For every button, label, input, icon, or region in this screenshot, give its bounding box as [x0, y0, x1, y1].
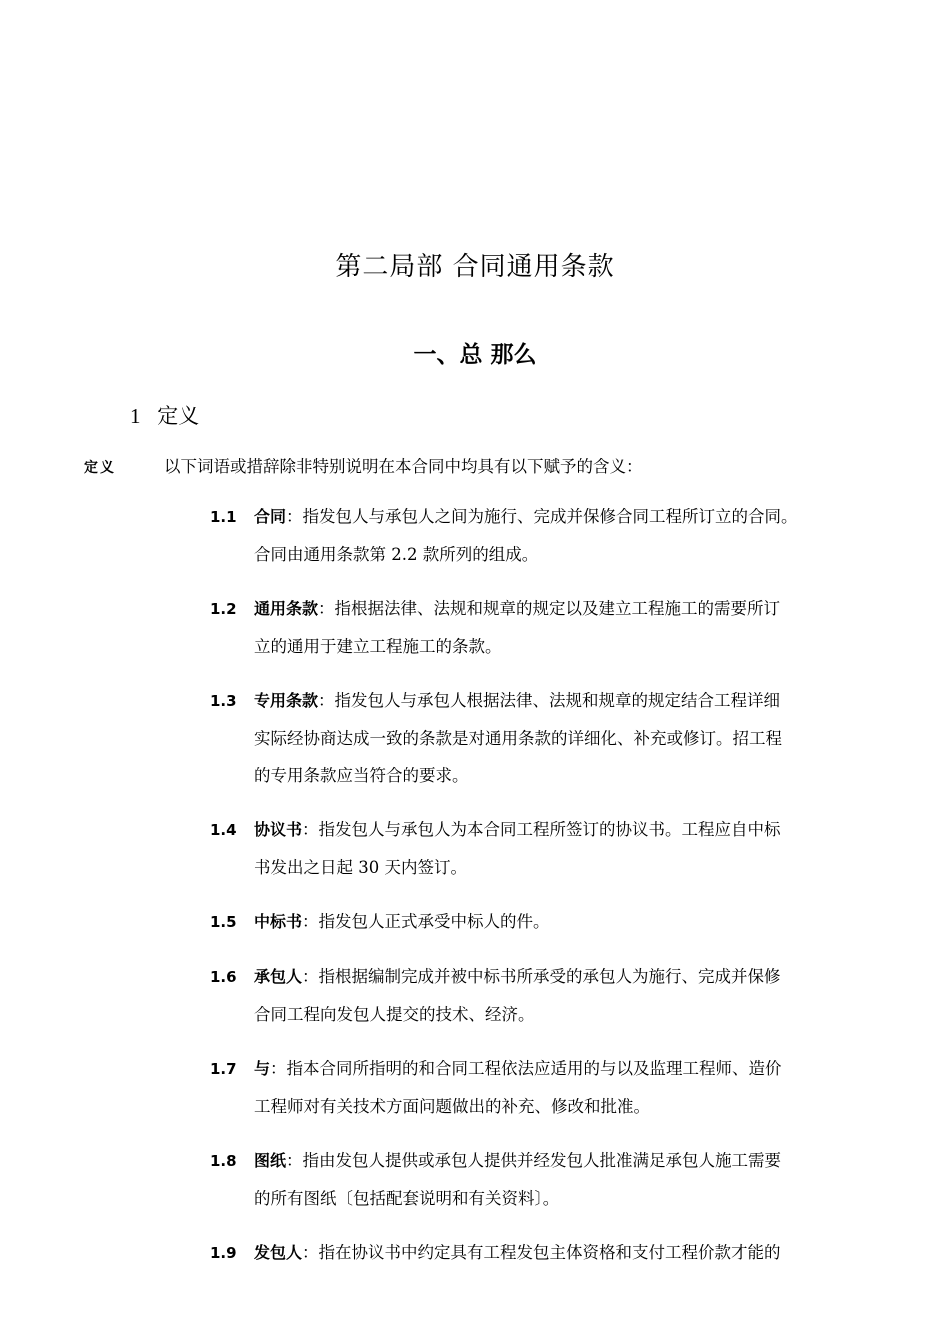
- clause-term: 通用条款: [254, 599, 319, 618]
- clause-item: [210, 1050, 875, 1125]
- clause-item: [210, 903, 875, 941]
- section-title: 一、总 那么: [413, 342, 537, 368]
- clause-continuation: 合同由通用条款第 2.2 款所列的组成。: [254, 545, 539, 564]
- clause-first-line: [210, 590, 875, 628]
- subsection-title: 定义: [157, 404, 200, 428]
- clause-first-line: [210, 1234, 875, 1272]
- clause-item: [210, 1142, 875, 1217]
- clause-number: 1.9: [210, 1244, 237, 1262]
- clause-first-line: [210, 811, 875, 849]
- clause-term: 协议书: [254, 820, 303, 839]
- clause-continuation: 的专用条款应当符合的要求。: [254, 766, 469, 785]
- clause-first-line: [210, 903, 875, 941]
- clause-continuation: 合同工程向发包人提交的技术、经济。: [254, 1005, 535, 1024]
- clause-text: ：指由发包人提供或承包人提供并经发包人批准满足承包人施工需要: [286, 1151, 782, 1170]
- clause-item: [210, 811, 875, 886]
- page-title: 第二局部 合同通用条款: [335, 252, 615, 282]
- clause-first-line: [210, 1050, 875, 1088]
- clause-term: 发包人: [254, 1243, 303, 1262]
- clause-first-line: [210, 498, 875, 536]
- clause-term: 中标书: [254, 912, 303, 931]
- clause-first-line: [210, 1142, 875, 1180]
- intro-paragraph: 以下词语或措辞除非特别说明在本合同中均具有以下赋予的含义：: [164, 457, 643, 476]
- clause-item: [210, 958, 875, 1033]
- subsection-number: 1: [130, 404, 141, 428]
- clause-continuation: 的所有图纸〔包括配套说明和有关资料〕。: [254, 1189, 560, 1208]
- clause-continuation: 书发出之日起 30 天内签订。: [254, 858, 467, 877]
- clause-list: [210, 498, 875, 1289]
- clause-item: [210, 1234, 875, 1272]
- clause-term: 与: [254, 1059, 271, 1078]
- clause-number: 1.7: [210, 1060, 237, 1078]
- clause-continuation: 实际经协商达成一致的条款是对通用条款的详细化、补充或修订。招工程: [254, 729, 782, 748]
- clause-term: 专用条款: [254, 691, 319, 710]
- clause-text: ：指发包人与承包人之间为施行、完成并保修合同工程所订立的合同。: [286, 507, 798, 526]
- clause-continuation: 工程师对有关技术方面问题做出的补充、修改和批准。: [254, 1097, 650, 1116]
- clause-term: 合同: [254, 507, 287, 526]
- clause-first-line: [210, 682, 875, 720]
- margin-label: 定义: [84, 460, 116, 476]
- clause-number: 1.8: [210, 1152, 237, 1170]
- clause-text: ：指发包人与承包人为本合同工程所签订的协议书。工程应自中标: [302, 820, 781, 839]
- clause-number: 1.1: [210, 508, 237, 526]
- clause-text: ：指发包人与承包人根据法律、法规和规章的规定结合工程详细: [318, 691, 781, 710]
- clause-text: ：指发包人正式承受中标人的件。: [302, 912, 550, 931]
- clause-term: 承包人: [254, 967, 303, 986]
- clause-number: 1.5: [210, 913, 237, 931]
- clause-item: [210, 590, 875, 665]
- clause-first-line: [210, 958, 875, 996]
- clause-number: 1.6: [210, 968, 237, 986]
- clause-item: [210, 682, 875, 794]
- subsection-heading: [130, 400, 199, 430]
- clause-number: 1.2: [210, 600, 237, 618]
- clause-term: 图纸: [254, 1151, 287, 1170]
- clause-continuation: 立的通用于建立工程施工的条款。: [254, 637, 502, 656]
- clause-text: ：指在协议书中约定具有工程发包主体资格和支付工程价款才能的: [302, 1243, 781, 1262]
- clause-item: [210, 498, 875, 573]
- clause-number: 1.4: [210, 821, 237, 839]
- clause-number: 1.3: [210, 692, 237, 710]
- clause-text: ：指本合同所指明的和合同工程依法应适用的与以及监理工程师、造价: [270, 1059, 782, 1078]
- clause-text: ：指根据法律、法规和规章的规定以及建立工程施工的需要所订: [318, 599, 781, 618]
- clause-text: ：指根据编制完成并被中标书所承受的承包人为施行、完成并保修: [302, 967, 781, 986]
